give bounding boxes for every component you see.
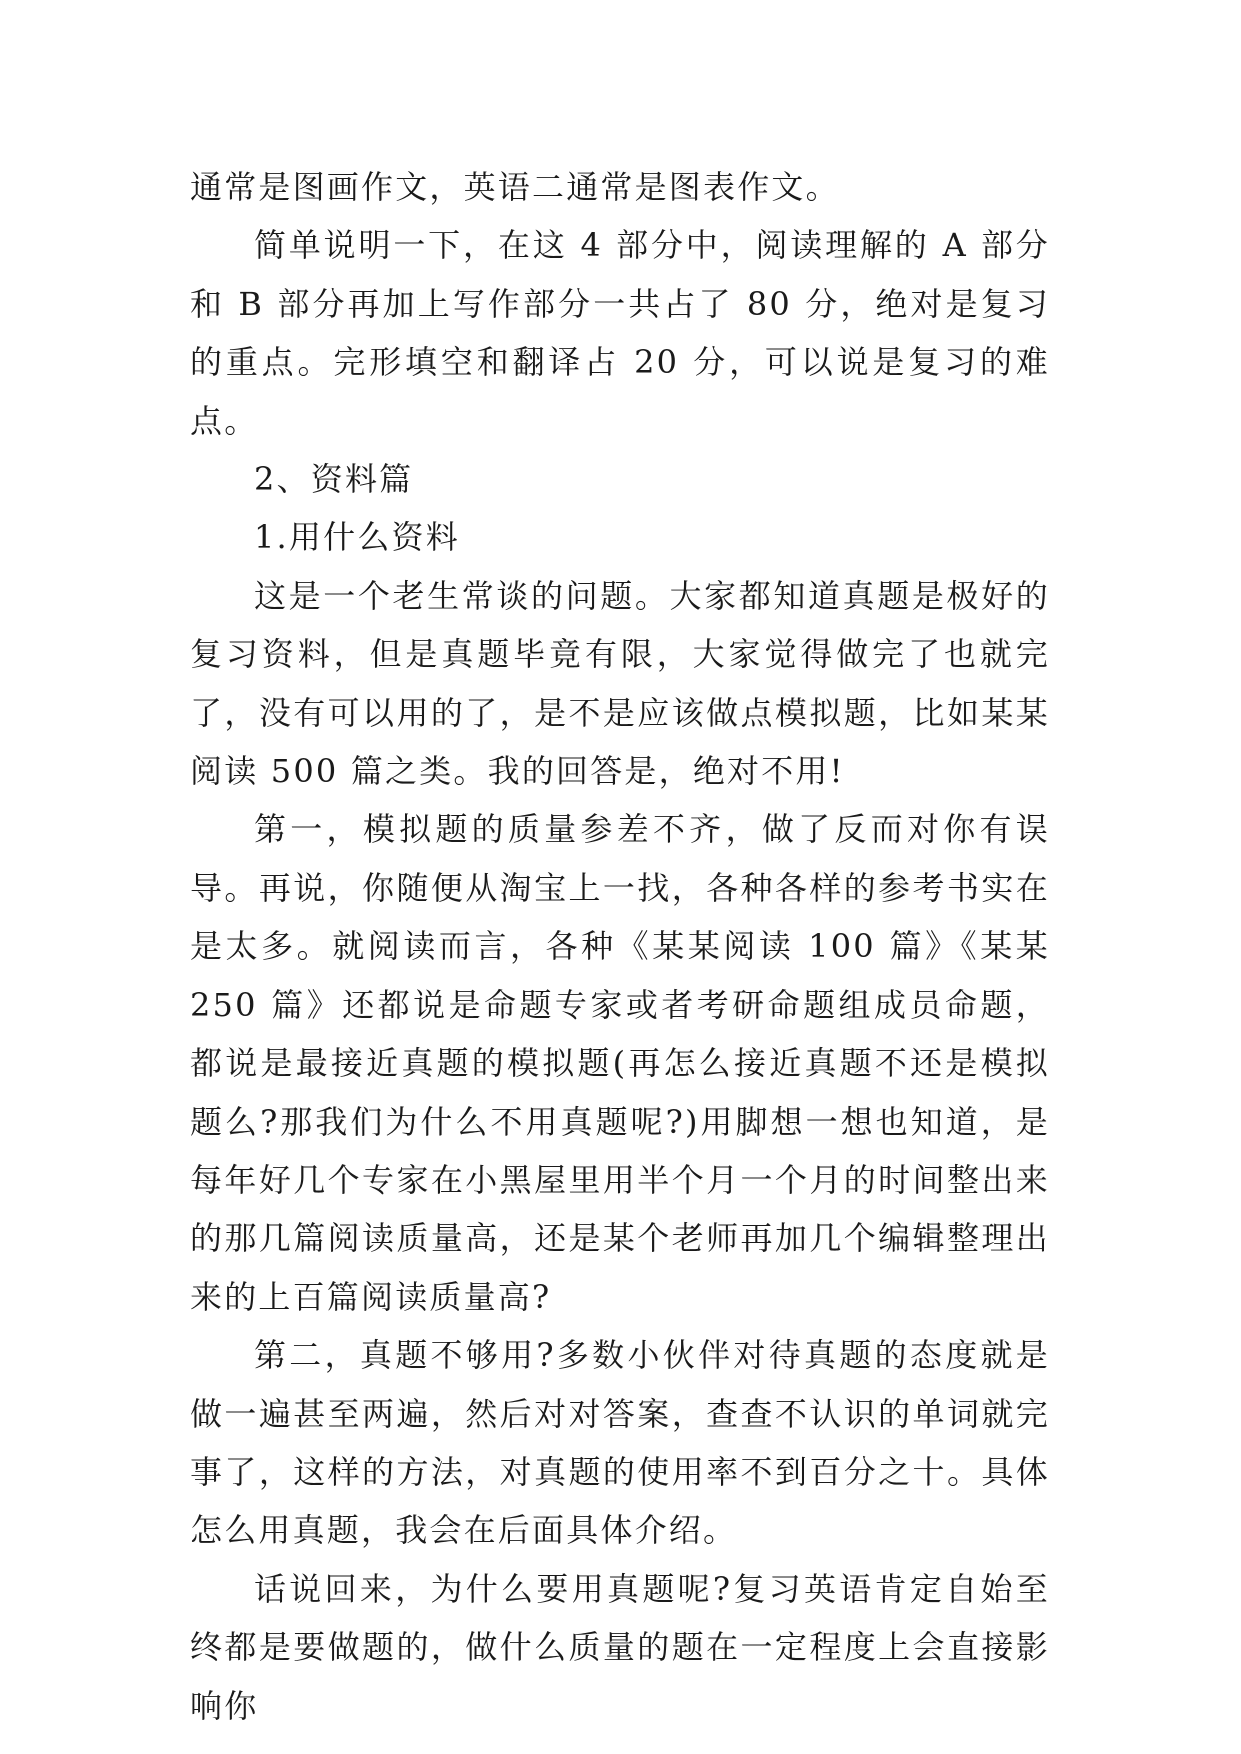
paragraph-first-reason: 第一，模拟题的质量参差不齐，做了反而对你有误导。再说，你随便从淘宝上一找，各种各样的参考书实在是太多。就阅读而言，各种《某某阅读 100 篇》《某某 250 篇》还都说是命题专家或者考研命题组成员命题，都说是最接近真题的模拟题(再怎么接近真题不还是模拟题么?那我们为什么不用真题呢?)用脚想一想也知道，是每年好几个专家在小黑屋里用半个月一个月的时间整出来的那几篇阅读质量高，还是某个老师再加几个编辑整理出来的上百篇阅读质量高? [190,810,1050,1316]
paragraph-common-question: 这是一个老生常谈的问题。大家都知道真题是极好的复习资料，但是真题毕竟有限，大家觉得做完了也就完了，没有可以用的了，是不是应该做点模拟题，比如某某阅读 500 篇之类。我的回答是，绝对不用! [190,576,1050,791]
paragraph-why-real-exams: 话说回来，为什么要用真题呢?复习英语肯定自始至终都是要做题的，做什么质量的题在一定程度上会直接影响你 [190,1569,1050,1725]
paragraph-continuation: 通常是图画作文，英语二通常是图表作文。 [190,168,840,206]
section-heading-materials: 2、资料篇 [254,460,414,499]
paragraph-second-reason: 第二，真题不够用?多数小伙伴对待真题的态度就是做一遍甚至两遍，然后对对答案，查查不认识的单词就完事了，这样的方法，对真题的使用率不到百分之十。具体怎么用真题，我会在后面具体介绍。 [190,1336,1050,1550]
body-text [190,158,1050,1735]
subsection-heading-which-materials: 1.用什么资料 [254,518,460,557]
paragraph-exam-summary: 简单说明一下，在这 4 部分中，阅读理解的 A 部分和 B 部分再加上写作部分一共占了 80 分，绝对是复习的重点。完形填空和翻译占 20 分，可以说是复习的难点。 [190,226,1050,440]
